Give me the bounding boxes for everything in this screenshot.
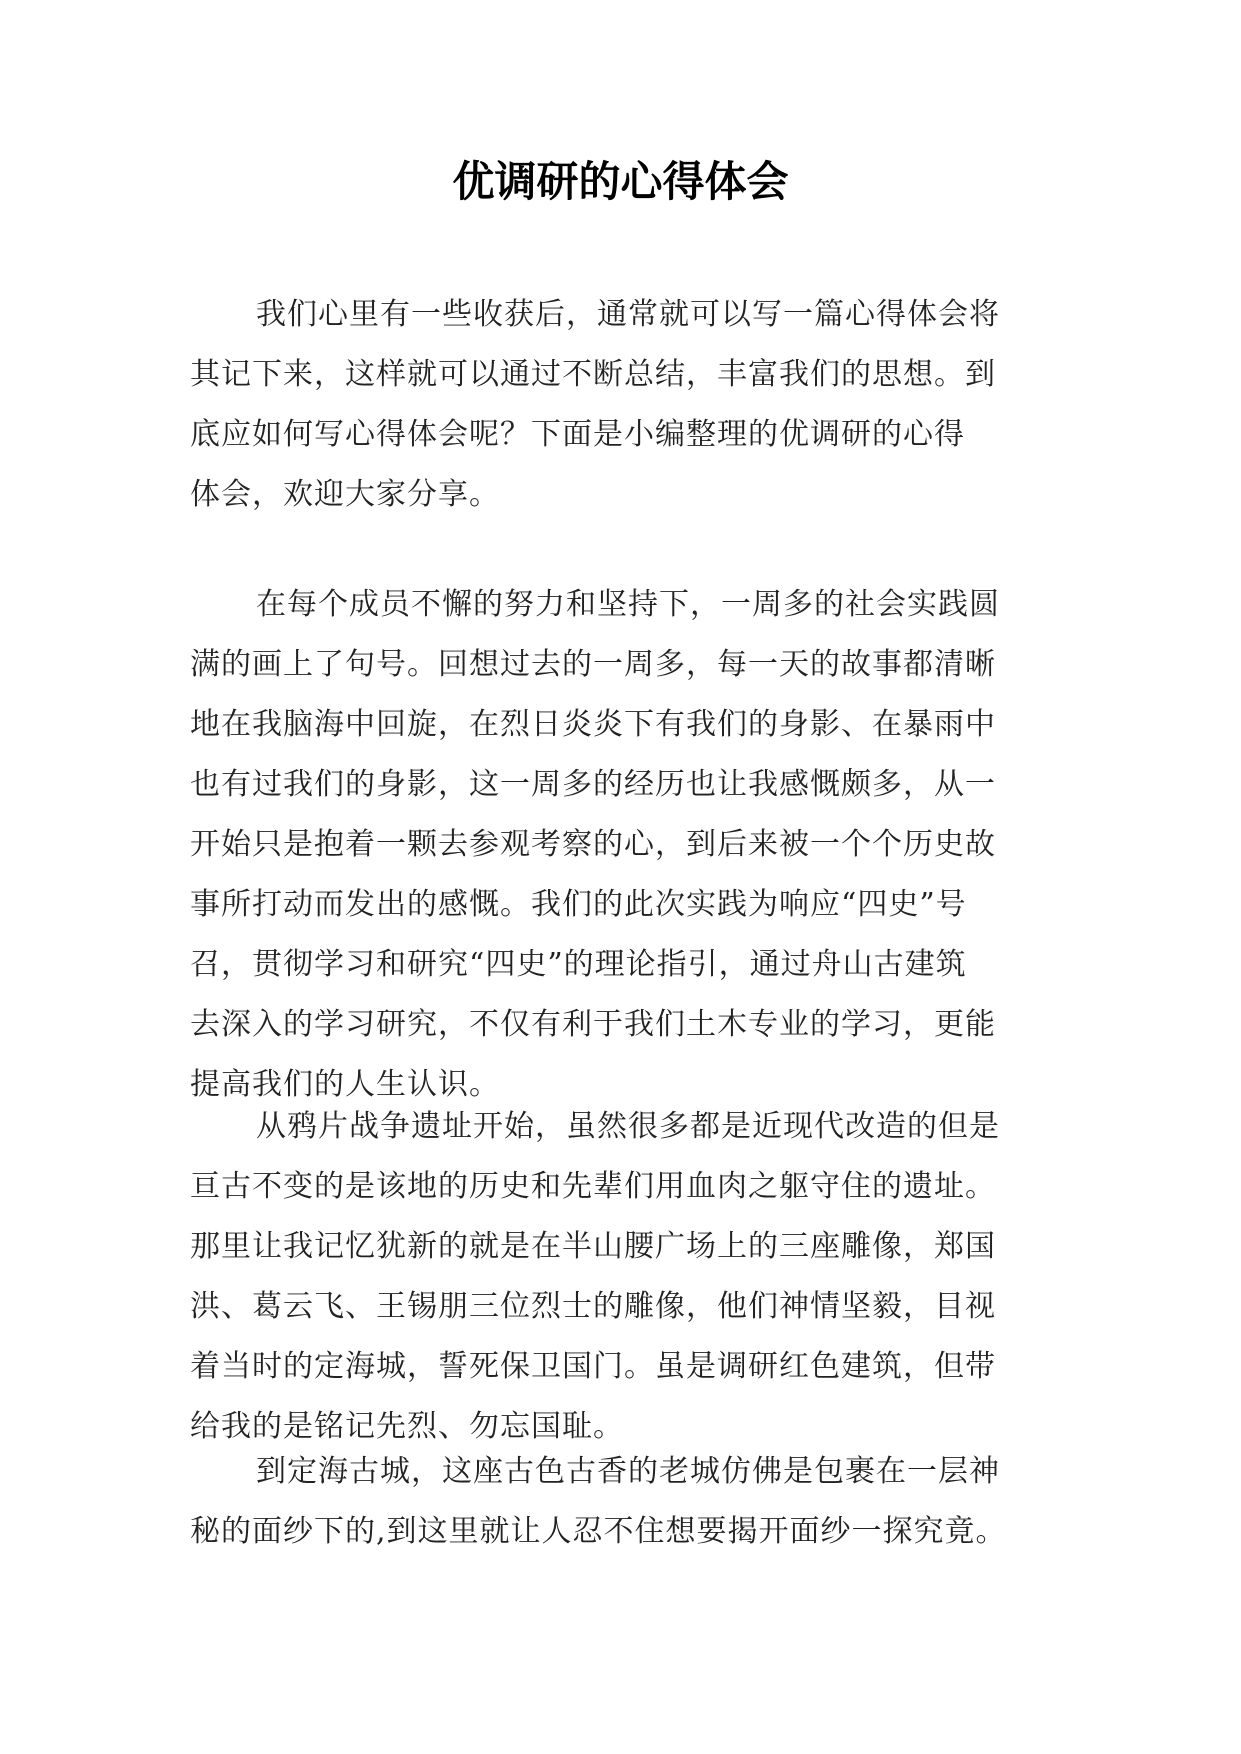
intro-paragraph xyxy=(190,285,1056,525)
text-line: 提高我们的人生认识。 xyxy=(190,1067,500,1102)
text-line: 其记下来，这样就可以通过不断总结，丰富我们的思想。到 xyxy=(190,357,996,392)
body-paragraph-2 xyxy=(190,1097,1056,1457)
text-line: 秘的面纱下的,到这里就让人忍不住想要揭开面纱一探究竟。 xyxy=(190,1514,1007,1549)
text-line: 地在我脑海中回旋，在烈日炎炎下有我们的身影、在暴雨中 xyxy=(190,707,996,742)
text-line: 底应如何写心得体会呢？下面是小编整理的优调研的心得 xyxy=(190,417,965,452)
text-line: 给我的是铭记先烈、勿忘国耻。 xyxy=(190,1409,624,1444)
text-line: 开始只是抱着一颗去参观考察的心，到后来被一个个历史故 xyxy=(190,827,996,862)
text-line: 去深入的学习研究，不仅有利于我们土木专业的学习，更能 xyxy=(190,1007,996,1042)
text-line: 从鸦片战争遗址开始，虽然很多都是近现代改造的但是 xyxy=(256,1109,1000,1144)
text-line: 满的画上了句号。回想过去的一周多，每一天的故事都清晰 xyxy=(190,647,996,682)
text-line: 着当时的定海城，誓死保卫国门。虽是调研红色建筑，但带 xyxy=(190,1349,996,1384)
text-line: 体会，欢迎大家分享。 xyxy=(190,477,500,512)
text-line: 亘古不变的是该地的历史和先辈们用血肉之躯守住的遗址。 xyxy=(190,1169,996,1204)
text-line: 在每个成员不懈的努力和坚持下，一周多的社会实践圆 xyxy=(256,587,1000,622)
document-title: 优调研的心得体会 xyxy=(452,157,789,206)
text-line: 洪、葛云飞、王锡朋三位烈士的雕像，他们神情坚毅，目视 xyxy=(190,1289,996,1324)
text-line: 召，贯彻学习和研究“四史”的理论指引，通过舟山古建筑 xyxy=(190,947,967,982)
text-line: 我们心里有一些收获后，通常就可以写一篇心得体会将 xyxy=(256,297,1000,332)
text-line: 事所打动而发出的感慨。我们的此次实践为响应“四史”号 xyxy=(190,887,967,922)
text-line: 到定海古城，这座古色古香的老城仿佛是包裹在一层神 xyxy=(256,1454,1000,1489)
body-paragraph-1 xyxy=(190,575,1056,1115)
body-paragraph-3 xyxy=(190,1442,1056,1562)
text-line: 也有过我们的身影，这一周多的经历也让我感慨颇多，从一 xyxy=(190,767,996,802)
text-line: 那里让我记忆犹新的就是在半山腰广场上的三座雕像，郑国 xyxy=(190,1229,996,1264)
